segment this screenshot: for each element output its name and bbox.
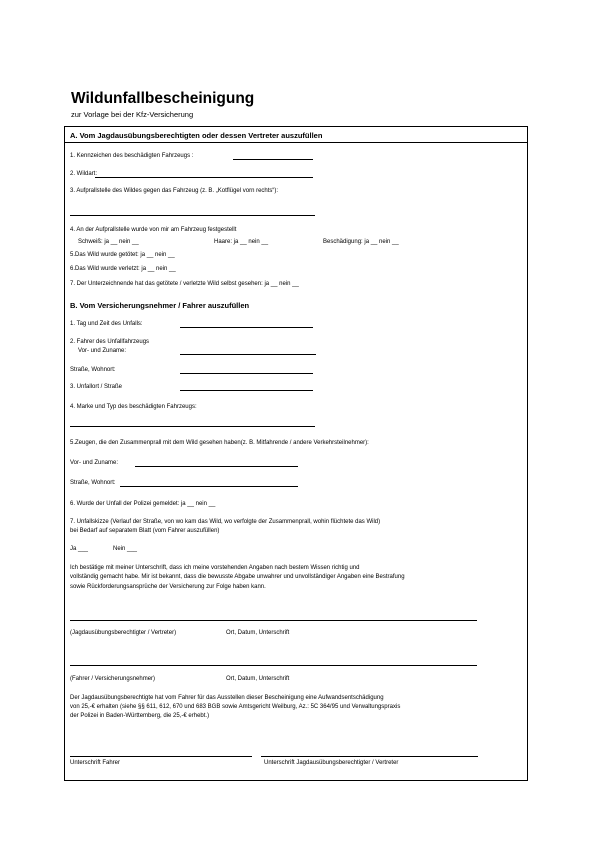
sig2-role: (Fahrer / Versicherungsnehmer) (70, 676, 156, 682)
b-sketch-ja[interactable]: Ja ___ (70, 546, 89, 552)
section-a-heading: A. Vom Jagdausübungsberechtigten oder dessen Vertreter auszufüllen (70, 131, 323, 140)
sig1-place: Ort, Datum, Unterschrift (226, 630, 290, 636)
fee-line2: von 25,-€ erhalten (siehe §§ 611, 612, 670 und 683 BGB sowie Amtsgericht Weilburg, Az.: 5C 364/95 und Verwaltungspraxis (70, 704, 401, 710)
sig1-role: (Jagdausübungsberechtigter / Vertreter) (70, 630, 177, 636)
a-q1-label: 1. Kennzeichen des beschädigten Fahrzeugs : (70, 153, 194, 159)
b-street-label: Straße, Wohnort: (70, 367, 116, 373)
b-q1-field[interactable] (180, 327, 313, 328)
form-frame (64, 126, 528, 781)
b-q3-label: 3. Unfallort / Straße (70, 384, 123, 390)
b-confirm-line1: Ich bestätige mit meiner Unterschrift, dass ich meine vorstehenden Angaben nach bestem Wissen richtig und (70, 565, 360, 571)
a-q3-label: 3. Aufprallstelle des Wildes gegen das Fahrzeug (z. B. „Kotflügel vorn rechts“): (70, 188, 279, 194)
b-witness-street-field[interactable] (120, 486, 298, 487)
fee-line3: der Polizei in Baden-Württemberg, die 25,-€ erhebt.) (70, 713, 210, 719)
a-q2-field[interactable] (95, 177, 313, 178)
page-subtitle: zur Vorlage bei der Kfz-Versicherung (71, 110, 194, 119)
a-q4-beschaedigung[interactable]: Beschädigung: ja __ nein __ (323, 239, 399, 245)
sig-fahrer-label: Unterschrift Fahrer (70, 760, 121, 766)
b-q2-name-field[interactable] (180, 354, 316, 355)
b-confirm-line2: vollständig gemacht habe. Mir ist bekannt, dass die bewusste Abgabe unwahrer und unvollständiger Angaben eine Bestrafung (70, 574, 405, 580)
b-q2-label: 2. Fahrer des Unfallfahrzeugs (70, 339, 150, 345)
a-q3-field[interactable] (70, 215, 315, 216)
b-q7-line2: bei Bedarf auf separatem Blatt (vom Fahrer auszufüllen) (70, 528, 220, 534)
page-title: Wildunfallbescheinigung (71, 90, 255, 107)
a-q4-haare[interactable]: Haare: ja __ nein __ (214, 239, 269, 245)
b-q3-field[interactable] (180, 390, 313, 391)
fee-line1: Der Jagdausübungsberechtigte hat vom Fahrer für das Ausstellen dieser Bescheinigung eine Aufwandsentschädigung (70, 695, 384, 701)
sig2-line[interactable] (70, 665, 477, 666)
b-q5-label: 5.Zeugen, die den Zusammenprall mit dem Wild gesehen haben(z. B. Mitfahrende / andere Verkehrsteilnehmer): (70, 440, 369, 446)
sig-jagd-label: Unterschrift Jagdausübungsberechtigter / Vertreter (264, 760, 399, 766)
a-q7[interactable]: 7. Der Unterzeichnende hat das getötete / verletzte Wild selbst gesehen: ja __ nein __ (70, 281, 299, 287)
section-b-heading: B. Vom Versicherungsnehmer / Fahrer auszufüllen (70, 301, 250, 310)
b-street-field[interactable] (180, 373, 313, 374)
b-witness-name-field[interactable] (135, 466, 298, 467)
sig-jagd-line[interactable] (261, 756, 478, 757)
sig2-place: Ort, Datum, Unterschrift (226, 676, 290, 682)
a-q6[interactable]: 6.Das Wild wurde verletzt: ja __ nein __ (70, 266, 176, 272)
sig-fahrer-line[interactable] (70, 756, 252, 757)
b-sketch-nein[interactable]: Nein ___ (113, 546, 138, 552)
b-q7-line1: 7. Unfallskizze (Verlauf der Straße, von wo kam das Wild, wo verfolgte der Zusammenprall, wohin flüchtete das Wild) (70, 519, 381, 525)
b-witness-name-label: Vor- und Zuname: (70, 460, 119, 466)
a-q4-schweiss[interactable]: Schweiß: ja __ nein __ (78, 239, 139, 245)
b-q4-label: 4. Marke und Typ des beschädigten Fahrzeugs: (70, 404, 197, 410)
section-a-divider (64, 142, 528, 143)
sig1-line[interactable] (70, 620, 477, 621)
b-q4-field[interactable] (70, 426, 315, 427)
b-witness-street-label: Straße, Wohnort: (70, 480, 116, 486)
a-q4-label: 4. An der Aufprallstelle wurde von mir am Fahrzeug festgestellt (70, 227, 237, 233)
b-q6[interactable]: 6. Wurde der Unfall der Polizei gemeldet: ja __ nein __ (70, 501, 216, 507)
b-confirm-line3: sowie Rückforderungsansprüche der Versicherung zur Folge haben kann. (70, 584, 266, 590)
a-q5[interactable]: 5.Das Wild wurde getötet: ja __ nein __ (70, 252, 175, 258)
b-q1-label: 1. Tag und Zeit des Unfalls: (70, 321, 143, 327)
a-q1-field[interactable] (233, 159, 313, 160)
b-q2-name-label: Vor- und Zuname: (78, 348, 127, 354)
a-q2-label: 2. Wildart: (70, 171, 98, 177)
